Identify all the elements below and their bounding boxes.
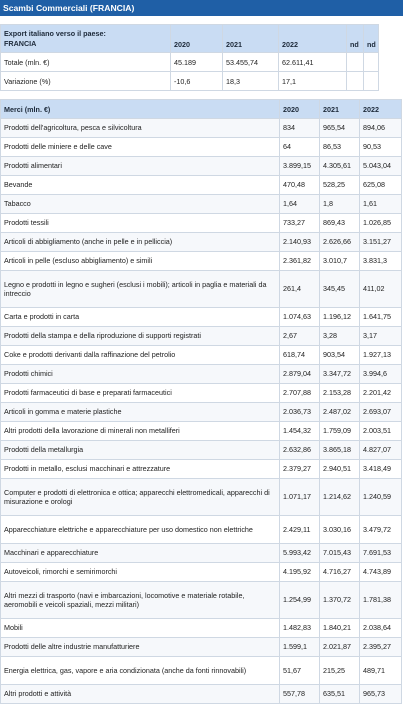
merci-cell: 90,53: [360, 138, 402, 157]
merci-cell: 1.196,12: [320, 308, 360, 327]
summary-cell: 62.611,41: [279, 53, 347, 72]
merci-cell: 635,51: [320, 685, 360, 704]
merci-row-label: Prodotti alimentari: [1, 157, 280, 176]
merci-cell: 2.379,27: [280, 460, 320, 479]
summary-cell: 18,3: [223, 72, 279, 91]
merci-year-header: 2021: [320, 100, 360, 119]
merci-cell: 215,25: [320, 657, 360, 685]
merci-row-label: Energia elettrica, gas, vapore e aria condizionata (anche da fonti rinnovabili): [1, 657, 280, 685]
merci-row-label: Altri prodotti e attività: [1, 685, 280, 704]
merci-row-label: Computer e prodotti di elettronica e ottica; apparecchi elettromedicali, apparecchi di misurazione e orologi: [1, 479, 280, 516]
merci-cell: 1.927,13: [360, 346, 402, 365]
merci-cell: 345,45: [320, 271, 360, 308]
summary-header-cell: [1, 25, 171, 53]
merci-cell: 625,08: [360, 176, 402, 195]
merci-cell: 3.418,49: [360, 460, 402, 479]
summary-year-header: 2021: [223, 25, 279, 53]
table-row: [1, 685, 402, 704]
merci-row-label: Prodotti farmaceutici di base e preparati farmaceutici: [1, 384, 280, 403]
summary-header-line1: Export italiano verso il paese:: [4, 28, 106, 38]
summary-row-label: Totale (mln. €): [1, 53, 171, 72]
table-row: [1, 657, 402, 685]
merci-cell: 3.010,7: [320, 252, 360, 271]
merci-row-label: Legno e prodotti in legno e sugheri (esclusi i mobili); articoli in paglia e materiali da intreccio: [1, 271, 280, 308]
merci-cell: 733,27: [280, 214, 320, 233]
merci-row-label: Macchinari e apparecchiature: [1, 544, 280, 563]
merci-cell: 1.759,09: [320, 422, 360, 441]
merci-cell: 3.151,27: [360, 233, 402, 252]
table-row: [1, 138, 402, 157]
merci-cell: 3.479,72: [360, 516, 402, 544]
merci-row-label: Bevande: [1, 176, 280, 195]
merci-row-label: Articoli in gomma e materie plastiche: [1, 403, 280, 422]
merci-cell: 2,67: [280, 327, 320, 346]
merci-table: [0, 99, 402, 704]
merci-cell: 1.599,1: [280, 638, 320, 657]
merci-row-label: Prodotti in metallo, esclusi macchinari e attrezzature: [1, 460, 280, 479]
merci-cell: 1.214,62: [320, 479, 360, 516]
merci-header-row: [1, 100, 402, 119]
merci-cell: 3,28: [320, 327, 360, 346]
merci-cell: 618,74: [280, 346, 320, 365]
table-row: [1, 460, 402, 479]
merci-cell: 834: [280, 119, 320, 138]
merci-row-label: Altri prodotti della lavorazione di minerali non metalliferi: [1, 422, 280, 441]
merci-cell: 2.021,87: [320, 638, 360, 657]
merci-cell: 903,54: [320, 346, 360, 365]
summary-table: [0, 24, 379, 91]
summary-year-header: 2022: [279, 25, 347, 53]
table-row: [1, 422, 402, 441]
merci-cell: 64: [280, 138, 320, 157]
merci-row-label: Autoveicoli, rimorchi e semirimorchi: [1, 563, 280, 582]
merci-cell: 3.865,18: [320, 441, 360, 460]
merci-cell: 489,71: [360, 657, 402, 685]
merci-cell: 4.195,92: [280, 563, 320, 582]
summary-row-label: Variazione (%): [1, 72, 171, 91]
merci-cell: 2.879,04: [280, 365, 320, 384]
merci-row-label: Coke e prodotti derivanti dalla raffinazione del petrolio: [1, 346, 280, 365]
page-title: Scambi Commerciali (FRANCIA): [0, 0, 403, 16]
summary-cell: 17,1: [279, 72, 347, 91]
merci-cell: 470,48: [280, 176, 320, 195]
table-row: [1, 271, 402, 308]
merci-cell: 965,73: [360, 685, 402, 704]
merci-cell: 5.993,42: [280, 544, 320, 563]
merci-cell: 1,64: [280, 195, 320, 214]
table-row: [1, 119, 402, 138]
summary-year-header: nd: [347, 25, 364, 53]
merci-cell: 2.632,86: [280, 441, 320, 460]
merci-cell: 1.641,75: [360, 308, 402, 327]
merci-cell: 1.074,63: [280, 308, 320, 327]
merci-cell: 1.454,32: [280, 422, 320, 441]
merci-cell: 1.482,83: [280, 619, 320, 638]
merci-cell: 894,06: [360, 119, 402, 138]
merci-cell: 3.899,15: [280, 157, 320, 176]
merci-cell: 4.305,61: [320, 157, 360, 176]
summary-year-header: 2020: [171, 25, 223, 53]
merci-row-label: Prodotti della metallurgia: [1, 441, 280, 460]
summary-cell: 53.455,74: [223, 53, 279, 72]
merci-cell: 86,53: [320, 138, 360, 157]
table-row: [1, 327, 402, 346]
merci-cell: 3.030,16: [320, 516, 360, 544]
merci-cell: 3.831,3: [360, 252, 402, 271]
summary-header-row: [1, 25, 379, 53]
merci-cell: 51,67: [280, 657, 320, 685]
table-row: [1, 195, 402, 214]
merci-cell: 528,25: [320, 176, 360, 195]
merci-cell: 3,17: [360, 327, 402, 346]
merci-row-label: Prodotti chimici: [1, 365, 280, 384]
merci-cell: 3.994,6: [360, 365, 402, 384]
table-row: [1, 252, 402, 271]
merci-cell: 2.003,51: [360, 422, 402, 441]
table-row: [1, 479, 402, 516]
merci-row-label: Mobili: [1, 619, 280, 638]
table-row: [1, 403, 402, 422]
table-row: [1, 233, 402, 252]
table-row: [1, 346, 402, 365]
summary-row-totale: [1, 53, 379, 72]
merci-row-label: Prodotti dell'agricoltura, pesca e silvicoltura: [1, 119, 280, 138]
merci-row-label: Prodotti delle miniere e delle cave: [1, 138, 280, 157]
merci-cell: 7.691,53: [360, 544, 402, 563]
merci-cell: 2.038,64: [360, 619, 402, 638]
merci-cell: 2.940,51: [320, 460, 360, 479]
summary-row-variazione: [1, 72, 379, 91]
table-row: [1, 157, 402, 176]
merci-cell: 2.201,42: [360, 384, 402, 403]
merci-cell: 557,78: [280, 685, 320, 704]
merci-row-label: Tabacco: [1, 195, 280, 214]
merci-row-label: Altri mezzi di trasporto (navi e imbarcazioni, locomotive e materiale rotabile, aeromobili e veicoli spaziali, mezzi militari): [1, 582, 280, 619]
merci-cell: 261,4: [280, 271, 320, 308]
merci-cell: 5.043,04: [360, 157, 402, 176]
merci-row-label: Prodotti della stampa e della riproduzione di supporti registrati: [1, 327, 280, 346]
summary-cell: [364, 72, 379, 91]
summary-year-header: nd: [364, 25, 379, 53]
merci-row-label: Articoli di abbigliamento (anche in pelle e in pelliccia): [1, 233, 280, 252]
merci-cell: 1.254,99: [280, 582, 320, 619]
merci-cell: 1.026,85: [360, 214, 402, 233]
table-row: [1, 384, 402, 403]
merci-cell: 2.153,28: [320, 384, 360, 403]
table-row: [1, 563, 402, 582]
table-row: [1, 365, 402, 384]
summary-cell: -10,6: [171, 72, 223, 91]
table-row: [1, 441, 402, 460]
merci-cell: 4.716,27: [320, 563, 360, 582]
table-row: [1, 544, 402, 563]
merci-cell: 2.036,73: [280, 403, 320, 422]
merci-cell: 7.015,43: [320, 544, 360, 563]
summary-cell: [364, 53, 379, 72]
merci-cell: 2.693,07: [360, 403, 402, 422]
merci-cell: 2.626,66: [320, 233, 360, 252]
merci-row-label: Prodotti delle altre industrie manufatturiere: [1, 638, 280, 657]
merci-cell: 2.429,11: [280, 516, 320, 544]
merci-cell: 1.240,59: [360, 479, 402, 516]
merci-cell: 869,43: [320, 214, 360, 233]
table-row: [1, 516, 402, 544]
merci-row-label: Carta e prodotti in carta: [1, 308, 280, 327]
table-row: [1, 582, 402, 619]
merci-cell: 965,54: [320, 119, 360, 138]
table-row: [1, 638, 402, 657]
merci-cell: 1.840,21: [320, 619, 360, 638]
summary-cell: 45.189: [171, 53, 223, 72]
merci-header-label: Merci (mln. €): [1, 100, 280, 119]
table-row: [1, 308, 402, 327]
merci-cell: 1.370,72: [320, 582, 360, 619]
merci-cell: 2.707,88: [280, 384, 320, 403]
merci-year-header: 2022: [360, 100, 402, 119]
table-row: [1, 214, 402, 233]
table-row: [1, 176, 402, 195]
summary-header-country: FRANCIA: [4, 38, 37, 48]
merci-cell: 1.781,38: [360, 582, 402, 619]
summary-cell: [347, 53, 364, 72]
merci-row-label: Articoli in pelle (escluso abbigliamento) e simili: [1, 252, 280, 271]
table-row: [1, 619, 402, 638]
merci-cell: 2.140,93: [280, 233, 320, 252]
merci-cell: 2.487,02: [320, 403, 360, 422]
merci-cell: 4.743,89: [360, 563, 402, 582]
merci-cell: 1,8: [320, 195, 360, 214]
summary-cell: [347, 72, 364, 91]
merci-cell: 411,02: [360, 271, 402, 308]
merci-cell: 1.071,17: [280, 479, 320, 516]
merci-year-header: 2020: [280, 100, 320, 119]
merci-cell: 3.347,72: [320, 365, 360, 384]
merci-cell: 2.361,82: [280, 252, 320, 271]
merci-cell: 2.395,27: [360, 638, 402, 657]
merci-cell: 4.827,07: [360, 441, 402, 460]
merci-row-label: Prodotti tessili: [1, 214, 280, 233]
merci-cell: 1,61: [360, 195, 402, 214]
merci-row-label: Apparecchiature elettriche e apparecchiature per uso domestico non elettriche: [1, 516, 280, 544]
